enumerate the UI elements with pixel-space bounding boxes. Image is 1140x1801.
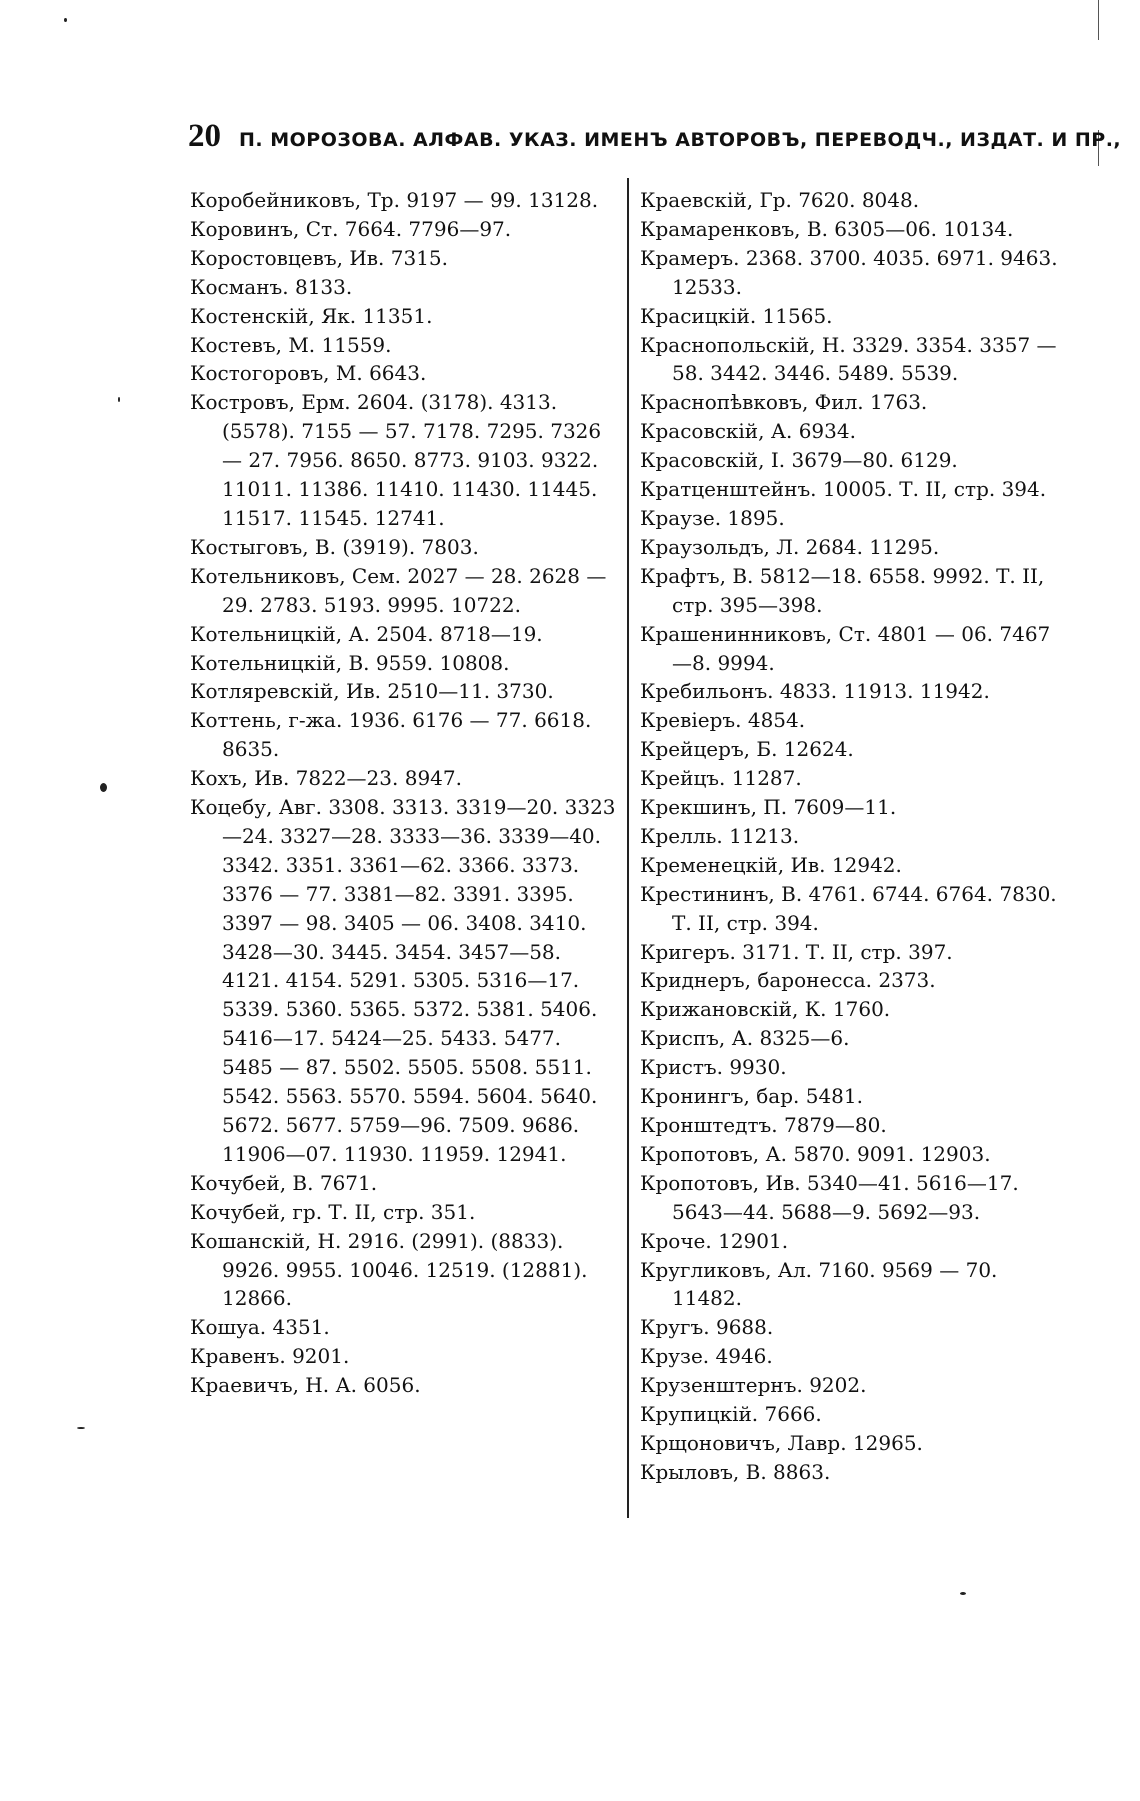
index-entry: Крыловъ, В. 8863.	[640, 1459, 831, 1484]
index-entry: Котельницкій, А. 2504. 8718—19.	[190, 621, 543, 646]
index-entry: Красовскій, І. 3679—80. 6129.	[640, 448, 958, 473]
index-entry: Костенскій, Як. 11351.	[190, 303, 433, 328]
index-entry: Кругъ. 9688.	[640, 1315, 774, 1340]
index-entry: Крелль. 11213.	[640, 823, 800, 848]
index-entry: Крамеръ. 2368. 3700. 4035. 6971. 9463. 12533.	[640, 245, 1058, 299]
index-entry: Кронингъ, бар. 5481.	[640, 1084, 863, 1109]
index-entry: Коттень, г-жа. 1936. 6176 — 77. 6618. 8635.	[190, 708, 592, 762]
index-entry: Кристъ. 9930.	[640, 1055, 787, 1080]
index-entry: Кребильонъ. 4833. 11913. 11942.	[640, 679, 990, 704]
index-entry: Крузе. 4946.	[640, 1344, 773, 1369]
index-entry: Красовскій, А. 6934.	[640, 419, 856, 444]
index-entry: Крейцеръ, Б. 12624.	[640, 737, 854, 762]
index-column-right	[640, 186, 1065, 1487]
index-entry: Коровинъ, Ст. 7664. 7796—97.	[190, 216, 512, 241]
index-entry: Костогоровъ, М. 6643.	[190, 361, 427, 386]
index-entry: Крашенинниковъ, Ст. 4801 — 06. 7467—8. 9994.	[640, 621, 1051, 675]
index-entry: Кохъ, Ив. 7822—23. 8947.	[190, 766, 462, 791]
page-edge-rule-top	[1098, 0, 1099, 40]
index-entry: Коростовцевъ, Ив. 7315.	[190, 245, 448, 270]
index-entry: Кратценштейнъ. 10005. Т. II, стр. 394.	[640, 477, 1047, 502]
ink-speck	[118, 397, 120, 402]
ink-speck	[960, 1592, 966, 1595]
index-entry: Коробейниковъ, Тр. 9197 — 99. 13128.	[190, 188, 599, 212]
ink-speck	[64, 18, 67, 22]
index-entry: Кочубей, В. 7671.	[190, 1170, 378, 1195]
index-entry: Краузе. 1895.	[640, 505, 785, 530]
index-entry: Криспъ, А. 8325—6.	[640, 1026, 850, 1051]
ink-speck	[77, 1427, 85, 1429]
index-entry: Кошуа. 4351.	[190, 1315, 330, 1340]
index-entry: Краснопольскій, Н. 3329. 3354. 3357 — 58. 3442. 3446. 5489. 5539.	[640, 332, 1057, 386]
column-divider	[627, 178, 629, 1518]
page-header	[188, 118, 1122, 158]
index-entry: Кроче. 12901.	[640, 1228, 789, 1253]
index-entry: Крекшинъ, П. 7609—11.	[640, 795, 897, 820]
index-entry: Криднеръ, баронесса. 2373.	[640, 968, 936, 993]
index-entry: Крамаренковъ, В. 6305—06. 10134.	[640, 216, 1014, 241]
index-entry: Крупицкій. 7666.	[640, 1402, 822, 1427]
index-entry: Кревіеръ. 4854.	[640, 708, 806, 733]
index-entry: Кременецкій, Ив. 12942.	[640, 852, 902, 877]
index-entry: Крейцъ. 11287.	[640, 766, 802, 791]
index-entry: Краевскій, Гр. 7620. 8048.	[640, 188, 920, 212]
index-entry: Котельницкій, В. 9559. 10808.	[190, 650, 510, 675]
index-entry: Кошанскій, Н. 2916. (2991). (8833). 9926. 9955. 10046. 12519. (12881). 12866.	[190, 1228, 588, 1311]
index-entry: Краснопѣвковъ, Фил. 1763.	[640, 390, 928, 415]
index-entry: Костыговъ, В. (3919). 7803.	[190, 534, 479, 559]
ink-speck	[100, 783, 107, 792]
index-entry: Кронштедтъ. 7879—80.	[640, 1113, 887, 1137]
index-entry: Костевъ, М. 11559.	[190, 332, 392, 357]
index-entry: Кропотовъ, Ив. 5340—41. 5616—17. 5643—44. 5688—9. 5692—93.	[640, 1170, 1019, 1224]
index-entry: Косманъ. 8133.	[190, 274, 353, 299]
index-entry: Кравенъ. 9201.	[190, 1344, 350, 1369]
index-entry: Котляревскій, Ив. 2510—11. 3730.	[190, 679, 554, 704]
index-entry: Кочубей, гр. Т. II, стр. 351.	[190, 1199, 476, 1224]
index-entry: Краевичъ, Н. А. 6056.	[190, 1373, 421, 1398]
index-entry: Крузенштернъ. 9202.	[640, 1373, 867, 1398]
index-entry: Котельниковъ, Сем. 2027 — 28. 2628 — 29. 2783. 5193. 9995. 10722.	[190, 563, 607, 617]
index-column-left	[190, 186, 618, 1400]
index-entry: Кругликовъ, Ал. 7160. 9569 — 70. 11482.	[640, 1257, 998, 1311]
index-entry: Крижановскій, К. 1760.	[640, 997, 891, 1022]
index-entry: Краузольдъ, Л. 2684. 11295.	[640, 534, 940, 559]
index-entry: Кропотовъ, А. 5870. 9091. 12903.	[640, 1141, 991, 1166]
index-entry: Крщоновичъ, Лавр. 12965.	[640, 1430, 923, 1455]
index-entry: Кригеръ. 3171. Т. II, стр. 397.	[640, 939, 953, 964]
index-entry: Коцебу, Авг. 3308. 3313. 3319—20. 3323—24. 3327—28. 3333—36. 3339—40. 3342. 3351. 3361—62. 3366. 3373. 3376 — 77. 3381—82. 3391. 3395. 3397 — 98. 3405 — 06. 3408. 3410. 3428—30. 3445. 3454. 3457—58. 4121. 4154. 5291. 5305. 5316—17. 5339. 5360. 5365. 5372. 5381. 5406. 5416—17. 5424—25. 5433. 5477. 5485 — 87. 5502. 5505. 5508. 5511. 5542. 5563. 5570. 5594. 5604. 5640. 5672. 5677. 5759—96. 7509. 9686. 11906—07. 11930. 11959. 12941.	[190, 795, 616, 1166]
page-number: 20	[188, 118, 221, 154]
index-entry: Костровъ, Ерм. 2604. (3178). 4313. (5578). 7155 — 57. 7178. 7295. 7326 — 27. 7956. 8650. 8773. 9103. 9322. 11011. 11386. 11410. 11430. 11445. 11517. 11545. 12741.	[190, 390, 602, 530]
index-entry: Крафтъ, В. 5812—18. 6558. 9992. Т. II, стр. 395—398.	[640, 563, 1045, 617]
running-title: П. МОРОЗОВА. АЛФАВ. УКАЗ. ИМЕНЪ АВТОРОВЪ, ПЕРЕВОДЧ., ИЗДАТ. И ПР.,	[239, 129, 1122, 151]
index-entry: Крестининъ, В. 4761. 6744. 6764. 7830. Т. II, стр. 394.	[640, 881, 1057, 935]
index-entry: Красицкій. 11565.	[640, 303, 833, 328]
